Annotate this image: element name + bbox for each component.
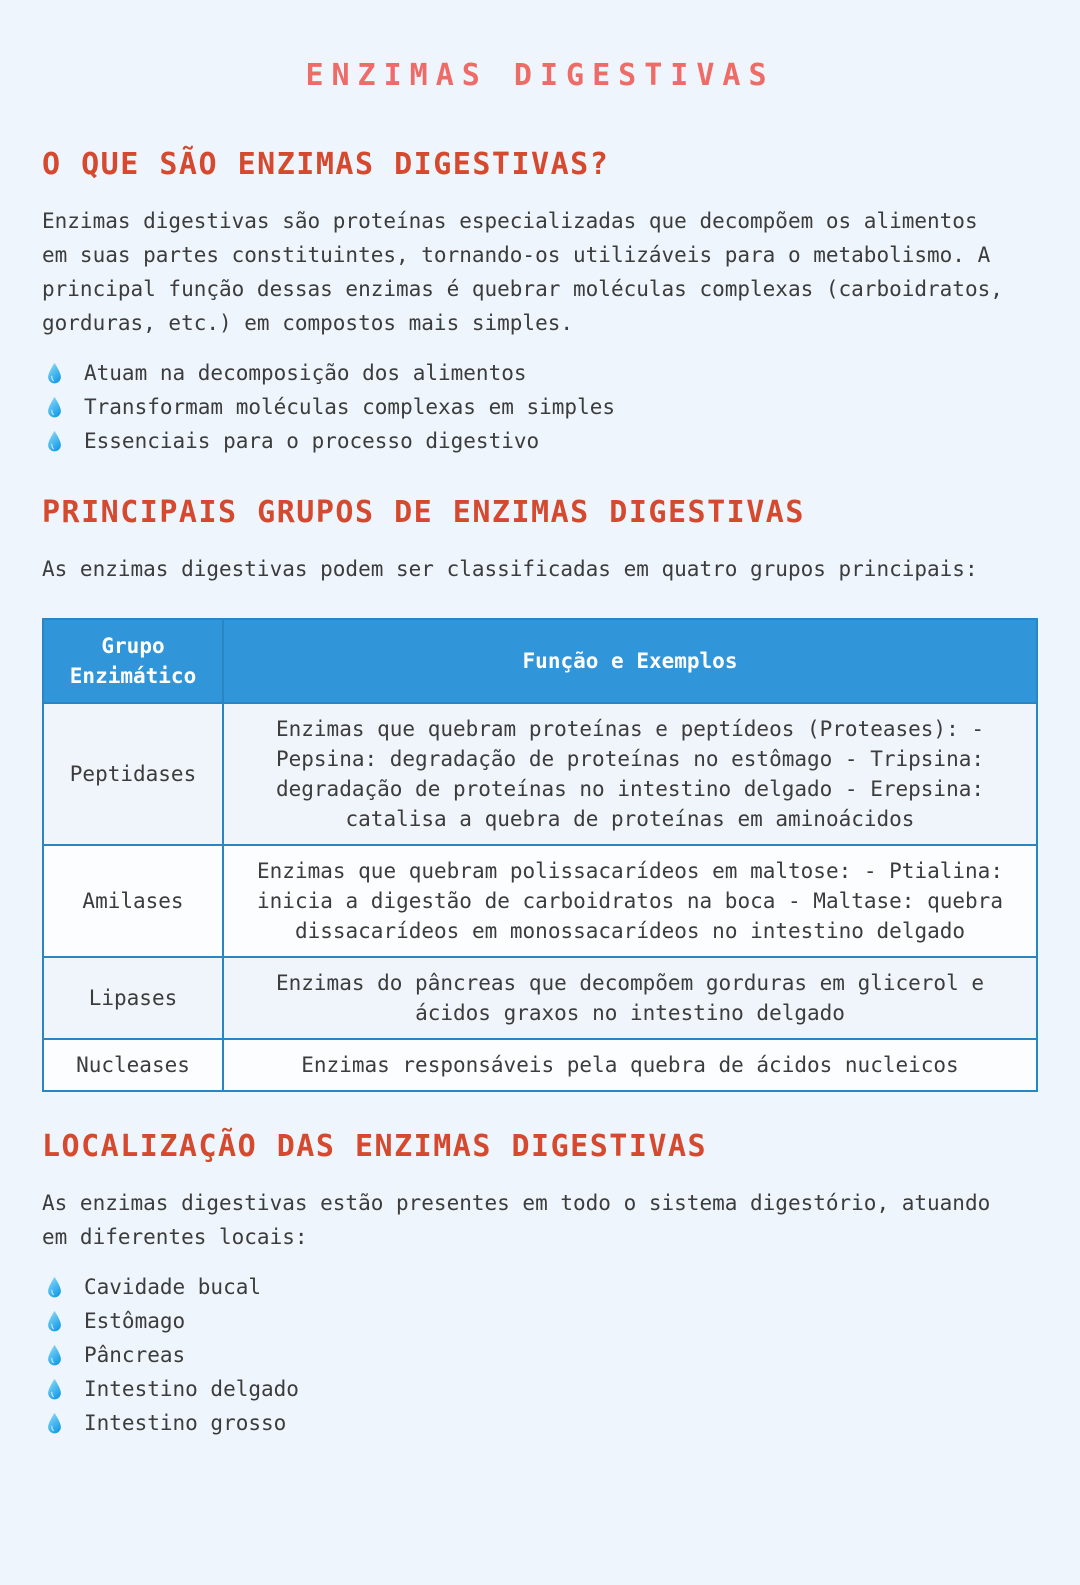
section-paragraph: Enzimas digestivas são proteínas especializadas que decompõem os alimentos em suas partes constituintes, tornando-os utilizáveis para o metabolismo. A principal função dessas enzimas é quebrar moléculas complexas (carboidratos, gorduras, etc.) em compostos mais simples. [42,209,1003,335]
list-item-label: Essenciais para o processo digestivo [84,429,540,453]
list-item [42,424,1038,458]
water-drop-icon [46,1412,63,1435]
list-item-label: Cavidade bucal [84,1275,262,1299]
document-page [0,58,1080,1440]
section-heading: LOCALIZAÇÃO DAS ENZIMAS DIGESTIVAS [42,1129,708,1164]
water-drop-icon [46,1344,63,1367]
list-item-label: Estômago [84,1309,186,1333]
list-item-label: Transformam moléculas complexas em simples [84,395,616,419]
list-item-label: Intestino grosso [84,1411,287,1435]
section-heading: O QUE SÃO ENZIMAS DIGESTIVAS? [42,147,610,182]
list-item-label: Pâncreas [84,1343,186,1367]
page-title: ENZIMAS DIGESTIVAS [305,58,775,93]
water-drop-icon [46,430,63,453]
table-row [43,957,1037,1039]
bullet-list [42,1270,1038,1440]
section-enzyme-locations [42,1130,1038,1440]
enzyme-group-cell: Lipases [43,957,223,1039]
table-header-row [43,619,1037,703]
water-drop-icon [46,362,63,385]
table-row [43,845,1037,957]
bullet-list [42,356,1038,458]
list-item [42,356,1038,390]
water-drop-icon [46,396,63,419]
list-item [42,1338,1038,1372]
section-heading: PRINCIPAIS GRUPOS DE ENZIMAS DIGESTIVAS [42,495,805,530]
table-header-enzyme-group: Grupo Enzimático [43,619,223,703]
list-item [42,1372,1038,1406]
section-paragraph: As enzimas digestivas podem ser classificadas em quatro grupos principais: [42,557,978,581]
enzyme-function-cell: Enzimas responsáveis pela quebra de ácidos nucleicos [223,1039,1037,1091]
list-item [42,1304,1038,1338]
list-item-label: Intestino delgado [84,1377,299,1401]
table-row [43,703,1037,845]
enzyme-group-cell: Nucleases [43,1039,223,1091]
enzyme-group-cell: Amilases [43,845,223,957]
enzyme-groups-table [42,618,1038,1092]
table-header-function-examples: Função e Exemplos [223,619,1037,703]
list-item [42,390,1038,424]
water-drop-icon [46,1310,63,1333]
enzyme-function-cell: Enzimas que quebram polissacarídeos em maltose: - Ptialina: inicia a digestão de carboidratos na boca - Maltase: quebra dissacarídeos em monossacarídeos no intestino delgado [223,845,1037,957]
section-paragraph: As enzimas digestivas estão presentes em todo o sistema digestório, atuando em diferentes locais: [42,1191,991,1249]
water-drop-icon [46,1276,63,1299]
water-drop-icon [46,1378,63,1401]
table-row [43,1039,1037,1091]
section-main-enzyme-groups [42,496,1038,1092]
list-item [42,1406,1038,1440]
enzyme-function-cell: Enzimas que quebram proteínas e peptídeos (Proteases): - Pepsina: degradação de proteínas no estômago - Tripsina: degradação de proteínas no intestino delgado - Erepsina: catalisa a quebra de proteínas em aminoácidos [223,703,1037,845]
list-item-label: Atuam na decomposição dos alimentos [84,361,527,385]
section-what-are-digestive-enzymes [42,148,1038,458]
enzyme-function-cell: Enzimas do pâncreas que decompõem gorduras em glicerol e ácidos graxos no intestino delgado [223,957,1037,1039]
list-item [42,1270,1038,1304]
enzyme-group-cell: Peptidases [43,703,223,845]
